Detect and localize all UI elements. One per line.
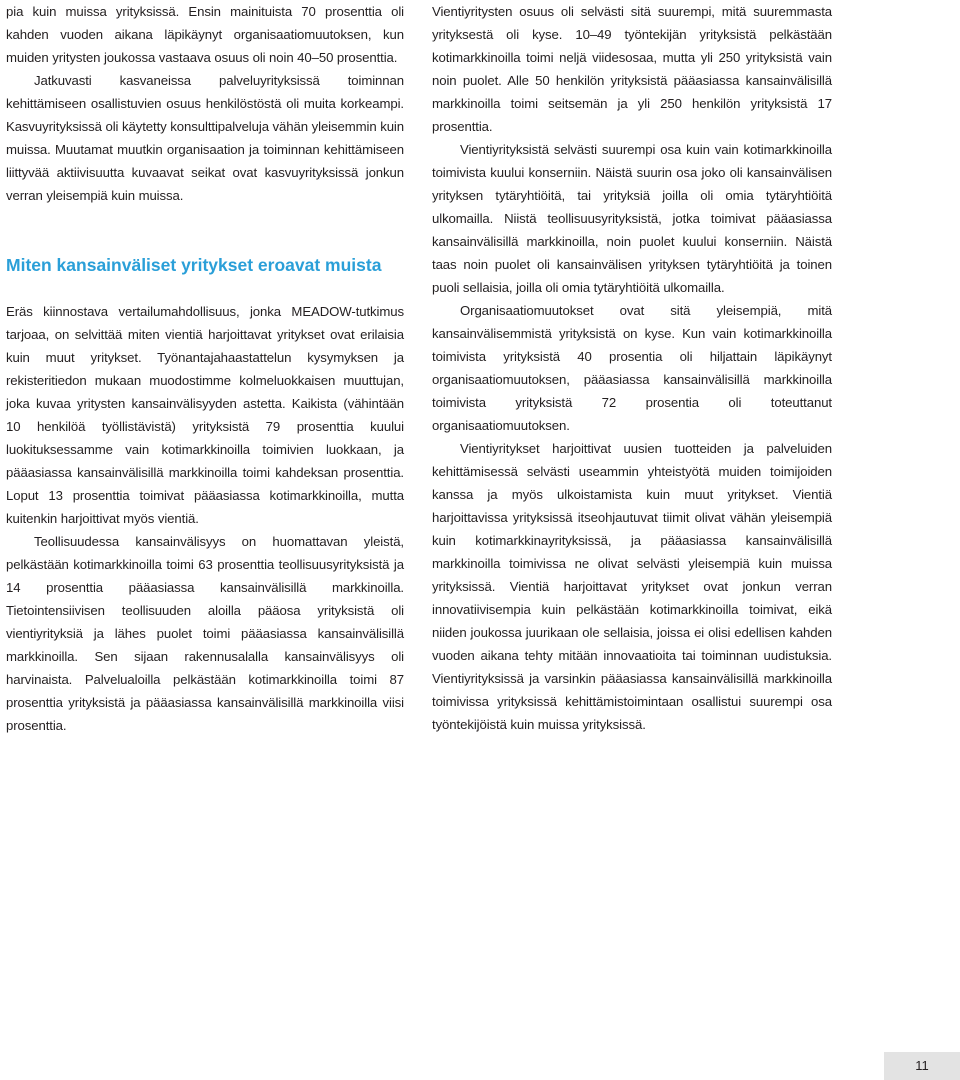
body-paragraph: Teollisuudessa kansainvälisyys on huomattavan yleistä, pelkästään kotimarkkinoilla toimi 63 prosenttia teollisuusyrityksistä ja 14 prosenttia pääasiassa kansainvälisillä markkinoilla. Tietointensiivisen teollisuuden aloilla pääosa yrityksistä oli vientiyrityksiä ja lähes puolet toimi pääasiassa kansainvälisillä markkinoilla. Sen sijaan rakennusalalla kansainvälisyys oli harvinaista. Palvelualoilla pelkästään kotimarkkinoilla toimi 87 prosenttia yrityksistä ja pääasiassa kansainvälisillä markkinoilla viisi prosenttia. (6, 534, 404, 733)
body-paragraph: Vientiyritysten osuus oli selvästi sitä suurempi, mitä suuremmasta yrityksestä oli kyse. 10–49 työntekijän yrityksistä pelkästään kotimarkkinoilla toimi neljä viidesosaa, mutta yli 250 yrityksistä vain noin puolet. Alle 50 henkilön yrityksistä pääasiassa kansainvälisillä markkinoilla toimi seitsemän ja yli 250 henkilön yrityksistä 17 prosenttia. (432, 4, 832, 134)
page-number: 11 (884, 1052, 960, 1080)
body-paragraph: pia kuin muissa yrityksissä. Ensin mainituista 70 prosenttia oli kahden vuoden aikana läpikäynyt organisaatiomuutoksen, kun muiden yritysten joukossa vastaava osuus oli noin 40–50 prosenttia. (6, 4, 404, 65)
body-paragraph: Organisaatiomuutokset ovat sitä yleisempiä, mitä kansainvälisemmistä yrityksistä on kyse. Kun vain kotimarkkinoilla toimivista yrityksistä 40 prosentia oli hiljattain läpikäynyt organisaatiomuutoksen, pääasiassa kansainvälisillä markkinoilla toimivista yrityksistä 72 prosentia oli toteuttanut organisaatiomuutoksen. (432, 303, 832, 433)
body-paragraph: Vientiyritykset harjoittivat uusien tuotteiden ja palveluiden kehittämisessä selvästi useammin yhteistyötä muiden toimijoiden kanssa ja myös ulkoistamista kuin muut yritykset. Vientiä harjoittavissa yrityksissä itseohjautuvat tiimit olivat vähän yleisempiä kuin kotimarkkinayrityksissä, ja pääasiassa kansainvälisillä markkinoilla toimivissa ne olivat selvästi yleisempiä kuin muissa yrityksissä. Vientiä harjoittavat yritykset ovat jonkun verran innovatiivisempia kuin pelkästään kotimarkkinoilla toimivat, eikä niiden joukossa juurikaan ole sellaisia, joissa ei olisi edellisen kahden vuoden aikana tehty mitään innovaatioita tai toiminnan uudistuksia. Vientiyrityksissä ja varsinkin pääasiassa kansainvälisillä markkinoilla toimivissa yrityksissä kehittämistoimintaan osallistui suurempi osa työntekijöistä kuin muissa yrityksissä. (432, 441, 832, 732)
left-column (6, 0, 404, 737)
section-heading: Miten kansainväliset yritykset eroavat muista (6, 255, 382, 275)
body-paragraph: Eräs kiinnostava vertailumahdollisuus, jonka MEADOW-tutkimus tarjoaa, on selvittää miten vientiä harjoittavat yritykset ovat erilaisia kuin muut yritykset. Työnantajahaastattelun kysymyksen ja rekisteritiedon mukaan muodostimme kolmeluokkaisen muuttujan, joka kuvaa yritysten kansainvälisyyden astetta. Kaikista (vähintään 10 henkilöä työllistävistä) yrityksistä 79 prosenttia kuului luokituksessamme vain kotimarkkinoilla toimivien luokkaan, ja pääasiassa kansainvälisillä markkinoilla toimi kahdeksan prosenttia. Loput 13 prosenttia toimivat pääasiassa kotimarkkinoilla, mutta kuitenkin harjoittivat myös vientiä. (6, 304, 404, 526)
body-paragraph: Jatkuvasti kasvaneissa palveluyrityksissä toiminnan kehittämiseen osallistuvien osuus henkilöstöstä oli muita korkeampi. Kasvuyrityksissä oli käytetty konsulttipalveluja vähän yleisemmin kuin muissa. Muutamat muutkin organisaation ja toiminnan kehittämiseen liittyvää aktiivisuutta kuvaavat seikat ovat kasvuyrityksissä jonkun verran yleisempiä kuin muissa. (6, 73, 404, 203)
body-paragraph: Vientiyrityksistä selvästi suurempi osa kuin vain kotimarkkinoilla toimivista kuului konserniin. Näistä suurin osa joko oli kansainvälisen yrityksen tytäryhtiöitä, tai yrityksiä joilla oli omia tytäryhtiöitä ulkomailla. Niistä teollisuusyrityksistä, jotka toimivat pääasiassa kansainvälisillä markkinoilla, noin puolet kuului konserniin. Näistä taas noin puolet oli kansainvälisen yrityksen tytäryhtiöitä ja toinen puoli sellaisia, joilla oli omia tytäryhtiöitä ulkomailla. (432, 142, 832, 295)
right-column (432, 0, 832, 736)
